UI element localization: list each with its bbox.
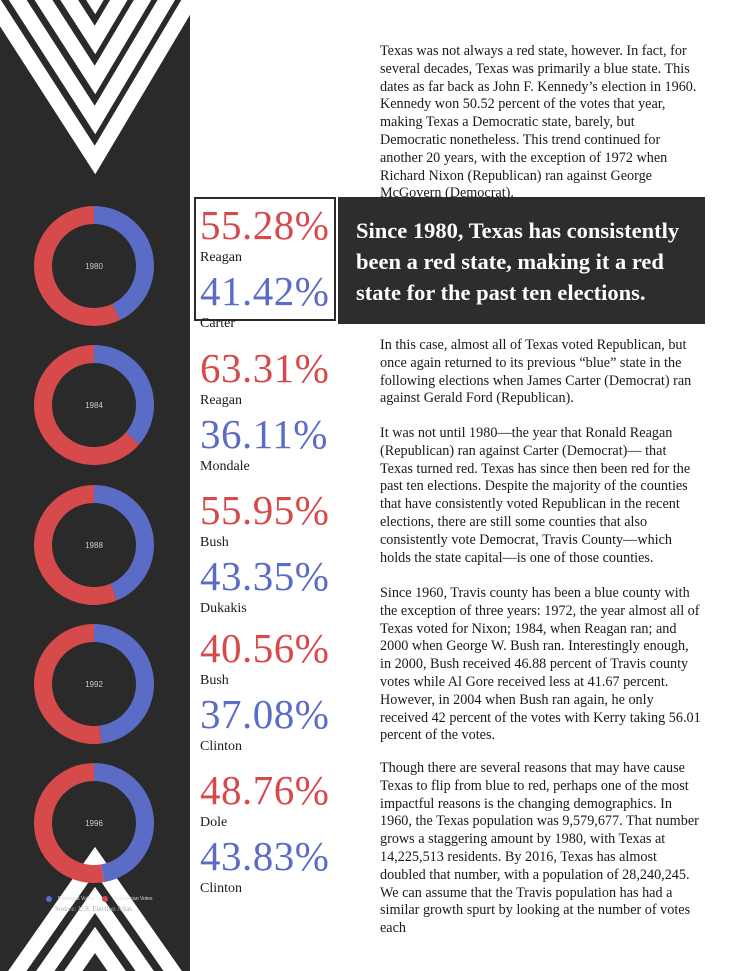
democrat-candidate: Carter — [200, 316, 235, 332]
stat-block-1992 — [200, 625, 340, 755]
democrat-slice — [94, 763, 154, 882]
republican-candidate: Bush — [200, 535, 229, 550]
republican-percent: 55.95% — [200, 487, 330, 533]
donut-chart-1980 — [33, 205, 155, 327]
source-credit: Source: U.S. Election Atlas — [55, 905, 132, 913]
body-paragraph-4: Since 1960, Travis county has been a blue county with the exception of three years: 1972, the year almost all of Texas voted for Nixon; 1984, when Reagan ran; and 2000 when George W. Bush ran. Interestingly enough, in 2000, Bush received 46.88 percent of Travis county votes while Al Gore received less at 41.67 percent. However, in 2004 when Bush ran again, he only received 42 percent of the votes with Kerry taking 56.01 percent of the votes. — [380, 585, 701, 744]
republican-candidate: Dole — [200, 815, 228, 830]
democrat-percent: 37.08% — [200, 691, 330, 738]
democrat-legend-swatch — [46, 896, 52, 902]
democrat-slice — [94, 345, 154, 444]
democrat-candidate: Mondale — [200, 459, 250, 475]
democrat-candidate: Dukakis — [200, 601, 247, 617]
body-paragraph-2: In this case, almost all of Texas voted Republican, but once again returned to its previous “blue” state in the following elections when James Carter (Democrat) ran against Gerald Ford (Republican). — [380, 337, 692, 407]
republican-candidate: Reagan — [200, 393, 242, 408]
donut-year-label: 1996 — [85, 819, 103, 828]
republican-percent: 63.31% — [200, 345, 330, 391]
democrat-candidate: Clinton — [200, 739, 243, 755]
donut-chart-1988 — [33, 484, 155, 606]
donut-chart-1984 — [33, 344, 155, 466]
donut-year-label: 1980 — [85, 262, 103, 271]
chart-legend — [46, 896, 153, 902]
republican-legend-swatch — [102, 896, 108, 902]
republican-percent: 55.28% — [200, 202, 330, 248]
stat-block-1988 — [200, 487, 340, 617]
republican-candidate: Bush — [200, 673, 229, 688]
left-graphic-band — [0, 0, 190, 971]
republican-legend-label: Republican Votes — [113, 896, 153, 902]
democrat-percent: 43.83% — [200, 833, 330, 880]
body-paragraph-5: Though there are several reasons that may have cause Texas to flip from blue to red, perhaps one of the most impactful reasons is the changing demographics. In 1960, the Texas population was 9,579,677. That number grows a staggering amount by 1980, with Texas at 14,225,513 residents. By 2016, Texas has almost doubled that number, with a population of 28,240,245. We can assume that the Travis population has had a similar growth spurt by looking at the number of votes each — [380, 760, 699, 937]
democrat-legend-label: Democrat Votes — [58, 896, 94, 902]
democrat-slice — [94, 206, 154, 320]
republican-percent: 48.76% — [200, 767, 330, 813]
stat-block-1984 — [200, 345, 340, 475]
democrat-percent: 43.35% — [200, 553, 330, 600]
donut-year-label: 1984 — [85, 401, 103, 410]
democrat-slice — [94, 485, 154, 600]
democrat-slice — [94, 624, 154, 744]
stat-block-1996 — [200, 767, 340, 897]
democrat-percent: 36.11% — [200, 411, 328, 458]
donut-year-label: 1992 — [85, 680, 103, 689]
body-paragraph-3: It was not until 1980—the year that Ronald Reagan (Republican) ran against Carter (Democrat)— that Texas turned red. Texas has since then been red for the past ten elections. Despite the majority of the counties that have consistently voted Republican in the recent elections, there are still some counties that also consistently vote Democrat, Travis County—which holds the state capital—is one of those counties. — [380, 425, 691, 566]
democrat-candidate: Clinton — [200, 881, 243, 897]
republican-candidate: Reagan — [200, 250, 242, 265]
democrat-percent: 41.42% — [200, 268, 330, 315]
pull-quote-callout: Since 1980, Texas has consistently been a red state, making it a red state for the past ten elections. — [338, 197, 705, 324]
republican-percent: 40.56% — [200, 625, 330, 671]
donut-chart-1996 — [33, 762, 155, 884]
body-paragraph-1: Texas was not always a red state, however. In fact, for several decades, Texas was primarily a blue state. This dates as far back as John F. Kennedy’s election in 1960. Kennedy won 50.52 percent of the votes that year, making Texas a Democratic state, barely, but Democratic nonetheless. This trend continued for another 20 years, with the exception of 1972 when Richard Nixon (Republican) ran against George McGovern (Democrat). — [380, 43, 697, 202]
stat-block-1980 — [200, 202, 340, 332]
donut-year-label: 1988 — [85, 541, 103, 550]
donut-chart-1992 — [33, 623, 155, 745]
